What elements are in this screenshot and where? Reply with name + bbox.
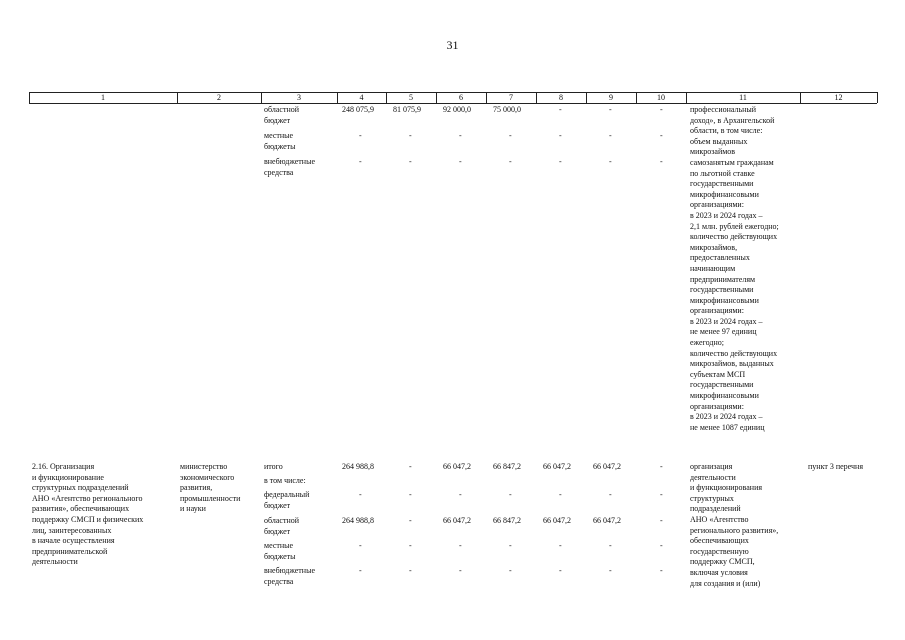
column-header-3: 3 [297, 93, 301, 102]
value-cell: - [509, 131, 512, 140]
funding-source-label: местные бюджеты [264, 541, 296, 561]
value-cell: 66 047,2 [443, 462, 471, 471]
value-cell: - [660, 105, 663, 114]
value-cell: 66 047,2 [593, 462, 621, 471]
funding-source-label: внебюджетные средства [264, 157, 315, 177]
value-cell: - [459, 541, 462, 550]
value-cell: - [559, 541, 562, 550]
value-cell: - [459, 490, 462, 499]
value-cell: 248 075,9 [342, 105, 374, 114]
column-header-1: 1 [101, 93, 105, 102]
value-cell: 81 075,9 [393, 105, 421, 114]
value-cell: - [609, 157, 612, 166]
value-cell: - [409, 462, 412, 471]
result-description: профессиональный доход», в Архангельской области, в том числе: объем выданных микрозаймов самозанятым гражданам по льготной ставке государственными микрофинансовыми организациями: в 2023 и 2024 годах – 2,1 млн. рублей ежегодно; количество действующих микрозаймов, предоставленных начинающим предпринимателям государственными микрофинансовыми организациями: в 2023 и 2024 годах – не менее 97 единиц ежегодно; количество действующих микрозаймов, выданных субъектам МСП государственными микрофинансовыми организациями: в 2023 и 2024 годах – не менее 1087 единиц [690, 105, 779, 432]
value-cell: - [359, 490, 362, 499]
value-cell: - [609, 131, 612, 140]
value-cell: 264 988,8 [342, 462, 374, 471]
result-description: организация деятельности и функционирования структурных подразделений АНО «Агентство регионального развития», обеспечивающих государственную поддержку СМСП, включая условия для создания и (или) [690, 462, 779, 588]
value-cell: - [359, 566, 362, 575]
value-cell: 66 047,2 [593, 516, 621, 525]
value-cell: - [660, 541, 663, 550]
value-cell: - [559, 131, 562, 140]
column-header-6: 6 [459, 93, 463, 102]
value-cell: - [660, 157, 663, 166]
column-header-10: 10 [657, 93, 665, 102]
value-cell: - [359, 157, 362, 166]
value-cell: - [559, 105, 562, 114]
value-cell: - [409, 516, 412, 525]
value-cell: - [509, 541, 512, 550]
value-cell: - [660, 566, 663, 575]
value-cell: 66 047,2 [543, 462, 571, 471]
funding-source-label: итого [264, 462, 283, 471]
column-header-7: 7 [509, 93, 513, 102]
value-cell: - [660, 516, 663, 525]
value-cell: 264 988,8 [342, 516, 374, 525]
value-cell: - [409, 490, 412, 499]
responsible-executor: министерство экономического развития, промышленности и науки [180, 462, 241, 514]
value-cell: - [660, 462, 663, 471]
column-header-5: 5 [409, 93, 413, 102]
value-cell: - [609, 541, 612, 550]
value-cell: - [559, 566, 562, 575]
value-cell: 66 847,2 [493, 516, 521, 525]
value-cell: - [609, 490, 612, 499]
value-cell: - [509, 566, 512, 575]
funding-source-label: областной бюджет [264, 105, 300, 125]
activity-description: 2.16. Организация и функционирование структурных подразделений АНО «Агентство регионального развития», обеспечивающих поддержку СМСП и физических лиц, заинтересованных в начале осуществления предпринимательской деятельности [32, 462, 144, 567]
value-cell: 66 847,2 [493, 462, 521, 471]
value-cell: - [409, 566, 412, 575]
value-cell: - [559, 157, 562, 166]
column-header-4: 4 [359, 93, 364, 102]
value-cell: - [409, 157, 412, 166]
funding-source-label: местные бюджеты [264, 131, 296, 151]
funding-source-label: федеральный бюджет [264, 490, 310, 510]
value-cell: - [660, 131, 663, 140]
value-cell: 92 000,0 [443, 105, 471, 114]
column-header-2: 2 [217, 93, 221, 102]
value-cell: 66 047,2 [543, 516, 571, 525]
funding-source-label: внебюджетные средства [264, 566, 315, 586]
value-cell: - [609, 566, 612, 575]
value-cell: - [559, 490, 562, 499]
value-cell: - [459, 157, 462, 166]
funding-source-label: в том числе: [264, 476, 306, 485]
value-cell: - [459, 566, 462, 575]
value-cell: 75 000,0 [493, 105, 521, 114]
value-cell: - [660, 490, 663, 499]
column-header-9: 9 [609, 93, 613, 102]
value-cell: 66 047,2 [443, 516, 471, 525]
page-number: 31 [446, 38, 459, 52]
value-cell: - [409, 131, 412, 140]
value-cell: - [509, 157, 512, 166]
value-cell: - [359, 541, 362, 550]
value-cell: - [409, 541, 412, 550]
column-header-8: 8 [559, 93, 563, 102]
header-bottom-border [29, 103, 877, 104]
column-header-11: 11 [739, 93, 747, 102]
value-cell: - [359, 131, 362, 140]
column-header-12: 12 [834, 93, 843, 102]
value-cell: - [609, 105, 612, 114]
value-cell: - [459, 131, 462, 140]
header-divider [877, 92, 878, 103]
regulation-reference: пункт 3 перечня [808, 462, 864, 471]
funding-source-label: областной бюджет [264, 516, 300, 536]
value-cell: - [509, 490, 512, 499]
